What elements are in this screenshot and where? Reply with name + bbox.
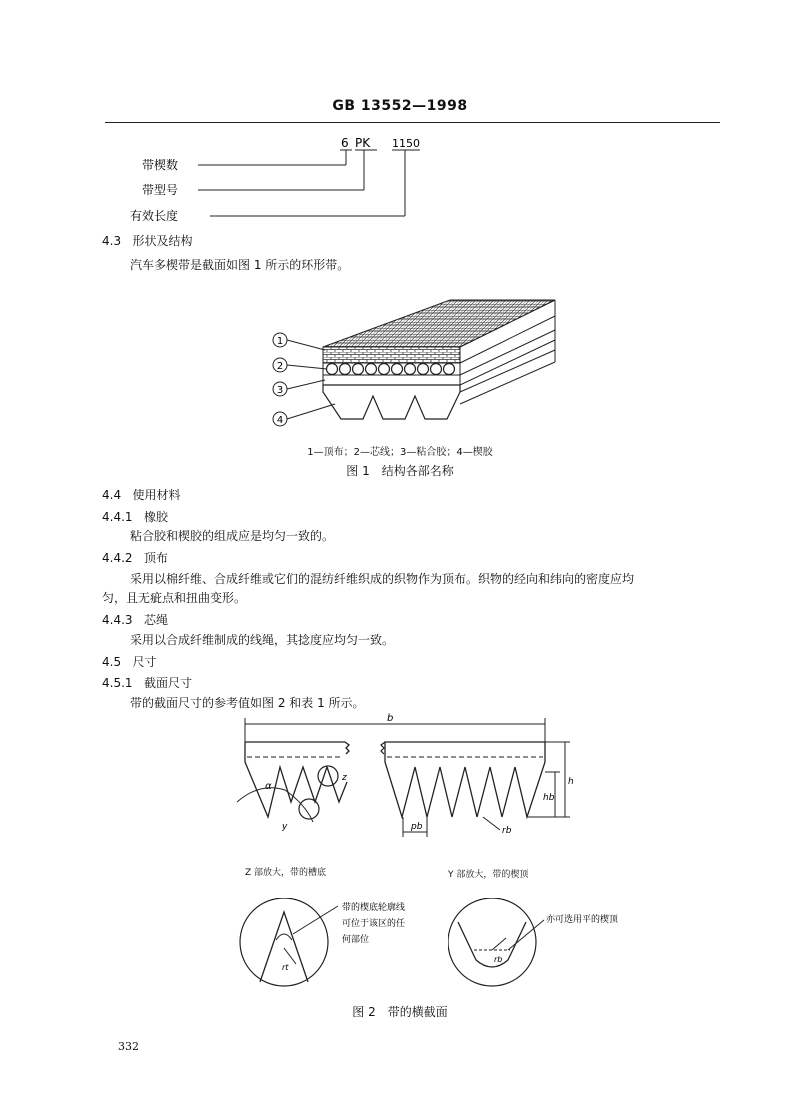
section-4-3-heading <box>102 232 193 249</box>
section-title: 芯绳 <box>144 613 169 627</box>
label-h: h <box>568 777 574 787</box>
figure2-caption: 图 2 带的横截面 <box>352 1005 448 1019</box>
section-4-4-1-heading <box>102 508 168 525</box>
label-y: y <box>282 822 288 832</box>
section-title: 截面尺寸 <box>144 676 193 690</box>
label-alpha: α <box>265 781 272 792</box>
section-number: 4.4.2 <box>102 551 133 565</box>
code-wedges: 6 <box>341 136 349 150</box>
section-4-5-1-heading <box>102 674 192 691</box>
label-z: z <box>342 773 347 783</box>
label-b: b <box>387 713 394 724</box>
page-header: GB 13552—1998 <box>332 98 468 114</box>
section-title: 橡胶 <box>144 510 169 524</box>
label-hb: hb <box>543 793 555 803</box>
code-length: 1150 <box>392 137 420 150</box>
section-4-4-3-heading <box>102 611 168 628</box>
page-number: 332 <box>118 1040 139 1053</box>
z-detail-title: Z 部放大，带的槽底 <box>245 868 327 878</box>
figure1-legend: 1—顶布；2—芯线；3—粘合胶；4—楔胶 <box>307 447 493 458</box>
code-type: PK <box>355 136 371 150</box>
label-rb: rb <box>502 826 512 836</box>
z-note-line3: 何部位 <box>342 935 370 945</box>
section-title: 使用材料 <box>132 488 181 502</box>
label-rb-detail: rb <box>494 955 503 964</box>
label-length: 有效长度 <box>130 209 179 223</box>
z-note-line1: 带的楔底轮廓线 <box>342 903 406 913</box>
section-4-4-2-heading <box>102 549 168 566</box>
z-note-line2: 可位于该区的任 <box>342 919 406 929</box>
figure2-cross-section-drawing <box>225 712 585 842</box>
callout-4: 4 <box>276 415 284 426</box>
section-4-4-1-text: 粘合胶和楔胶的组成应是均匀一致的。 <box>130 529 335 543</box>
section-4-4-heading <box>102 486 181 503</box>
section-4-5-heading <box>102 653 157 670</box>
figure1-structure-drawing <box>265 292 565 437</box>
section-number: 4.4.1 <box>102 510 133 524</box>
section-number: 4.5.1 <box>102 676 133 690</box>
y-detail-drawing <box>448 898 678 990</box>
header-rule <box>105 122 720 123</box>
section-number: 4.4.3 <box>102 613 133 627</box>
section-number: 4.5 <box>102 655 122 669</box>
section-4-4-3-text: 采用以合成纤维制成的线绳，其捻度应均匀一致。 <box>130 633 395 647</box>
label-wedges: 带楔数 <box>142 158 179 172</box>
section-number: 4.4 <box>102 488 122 502</box>
z-detail-drawing <box>238 898 438 990</box>
section-title: 顶布 <box>144 551 169 565</box>
section-4-3-text: 汽车多楔带是截面如图 1 所示的环形带。 <box>130 258 350 272</box>
section-4-5-1-text: 带的截面尺寸的参考值如图 2 和表 1 所示。 <box>130 696 365 710</box>
section-4-4-2-text-line1: 采用以棉纤维、合成纤维或它们的混纺纤维织成的织物作为顶布。织物的经向和纬向的密度应均 <box>130 572 635 586</box>
label-pb: pb <box>411 822 423 832</box>
y-detail-title: Y 部放大，带的楔顶 <box>448 870 529 880</box>
label-rt: rt <box>282 963 289 972</box>
figure1-caption: 图 1 结构各部名称 <box>346 464 454 478</box>
designation-diagram <box>130 132 430 224</box>
y-note: 亦可选用平的楔顶 <box>546 915 619 925</box>
section-4-4-2-text-line2: 匀，且无疵点和扭曲变形。 <box>102 591 247 605</box>
section-title: 尺寸 <box>132 655 157 669</box>
callout-1: 1 <box>276 336 284 347</box>
label-type: 带型号 <box>142 183 179 197</box>
section-number: 4.3 <box>102 234 122 248</box>
callout-3: 3 <box>276 385 284 396</box>
section-title: 形状及结构 <box>132 234 193 248</box>
callout-2: 2 <box>276 361 284 372</box>
